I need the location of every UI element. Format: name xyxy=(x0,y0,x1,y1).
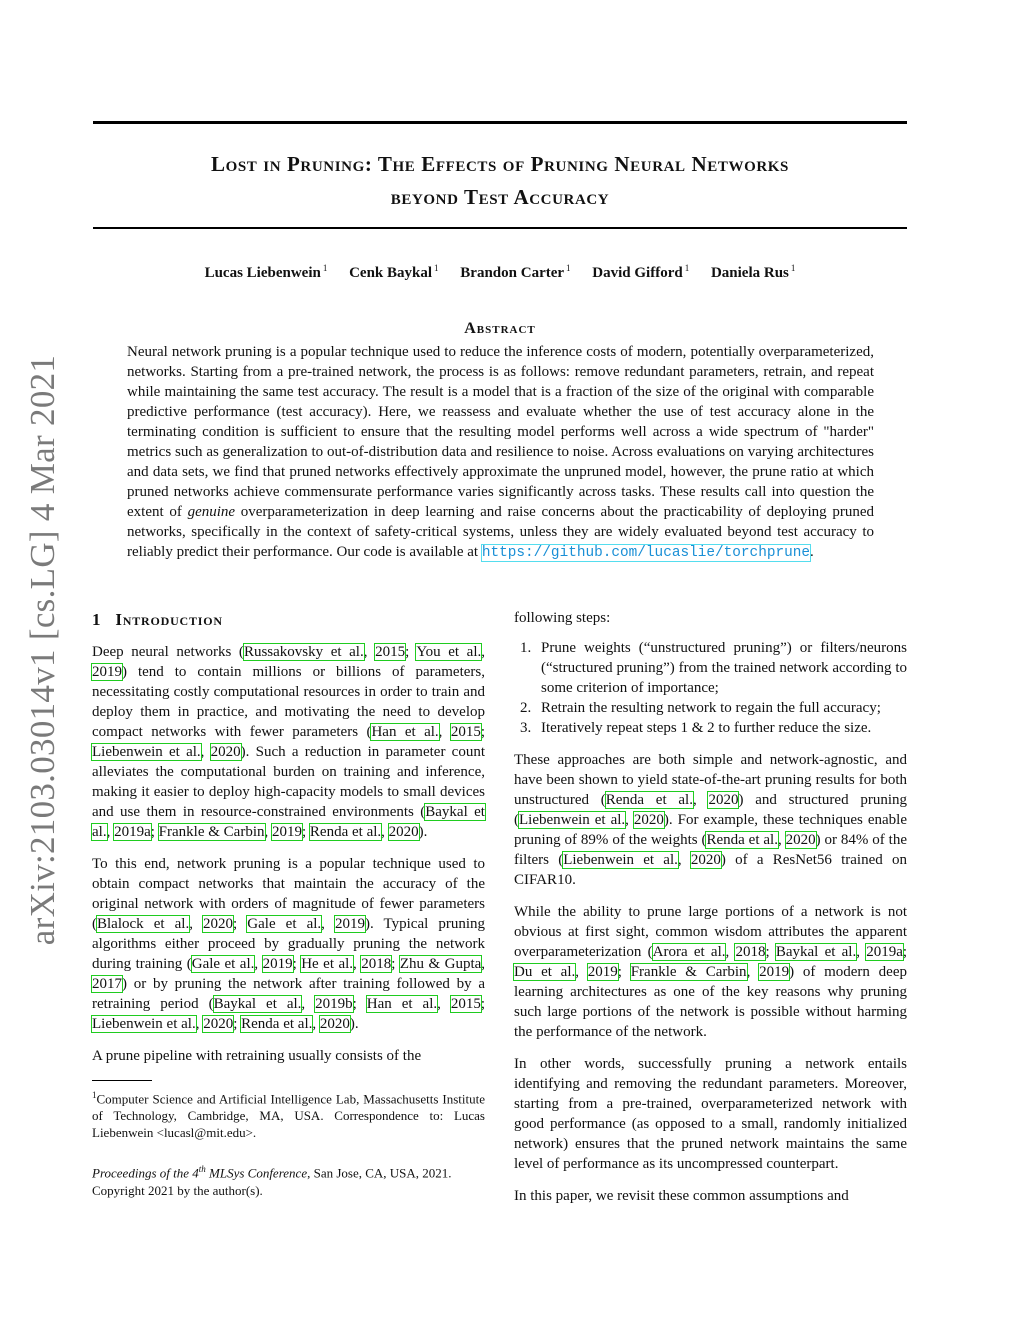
citation-link[interactable]: He et al. xyxy=(301,956,354,972)
citation-link[interactable]: Liebenwein et al. xyxy=(563,852,678,868)
citation-link[interactable]: Han et al. xyxy=(371,724,439,740)
citation-link[interactable]: You et al. xyxy=(416,644,482,660)
citation-link[interactable]: 2020 xyxy=(690,852,721,868)
author xyxy=(711,265,795,281)
citation-link[interactable]: Renda et al. xyxy=(241,1016,313,1032)
author-affiliation: 1 xyxy=(434,263,439,273)
left-column xyxy=(92,608,485,1199)
citation-link[interactable]: Renda et al. xyxy=(309,824,382,840)
paragraph-text: ; xyxy=(352,996,367,1012)
paragraph-text: , xyxy=(200,744,211,760)
paragraph-text: ) of modern deep learning architectures as one of the key reasons why pruning such large portions of the network is possible without harming the performance of the network. xyxy=(514,964,907,1040)
citation-link[interactable]: 2018 xyxy=(735,944,766,960)
citation-link[interactable]: 2019b xyxy=(315,996,353,1012)
citation-link[interactable]: 2019 xyxy=(262,956,293,972)
paragraph-text: Deep neural networks ( xyxy=(92,644,244,660)
list-item xyxy=(514,718,907,738)
list-item-number: 1. xyxy=(520,640,532,656)
paragraph-text: ; xyxy=(765,944,776,960)
citation-link[interactable]: 2015 xyxy=(450,996,481,1012)
footnote-rule xyxy=(92,1080,152,1081)
paragraph-text: , xyxy=(189,916,204,932)
citation-link[interactable]: Arora et al. xyxy=(652,944,726,960)
paragraph-text: ; xyxy=(302,824,310,840)
citation-link[interactable]: Liebenwein et al. xyxy=(519,812,626,828)
paragraph-text: , xyxy=(437,996,451,1012)
list-item xyxy=(514,638,907,698)
author-name: David Gifford xyxy=(592,265,683,281)
paragraph-text: , xyxy=(481,956,486,972)
paper-title xyxy=(93,148,907,214)
paragraph-text: ; xyxy=(617,964,631,980)
author-name: Brandon Carter xyxy=(460,265,565,281)
citation-link[interactable]: 2020 xyxy=(633,812,664,828)
list-item-text: Retrain the resulting network to regain the full accuracy; xyxy=(541,700,881,716)
section-heading-introduction xyxy=(92,608,485,632)
author-affiliation: 1 xyxy=(684,263,690,273)
section-number: 1 xyxy=(92,610,102,629)
citation-link[interactable]: 2019a xyxy=(866,944,903,960)
paragraph-text: ; xyxy=(480,996,486,1012)
footnote-mark: 1 xyxy=(92,1090,97,1100)
paragraph-text: ) or 84% of the filters ( xyxy=(514,832,907,868)
citation-link[interactable]: 2015 xyxy=(450,724,481,740)
list-item-number: 3. xyxy=(520,720,532,736)
intro-paragraph-2 xyxy=(92,854,485,1034)
intro-paragraph-6: In other words, successfully pruning a network entails identifying and removing the redundant parameters. Moreover, starting from a pre-trained, overparameterized network with good performance (as opposed to a small, randomly initialized network) ensures that the pruned network maintains the same level of performance as its uncompressed counterpart. xyxy=(514,1056,907,1172)
citation-link[interactable]: 2020 xyxy=(319,1016,350,1032)
intro-paragraph-1 xyxy=(92,642,485,842)
citation-link[interactable]: 2020 xyxy=(203,1016,234,1032)
proceedings-superscript: th xyxy=(198,1164,206,1175)
citation-link[interactable]: 2019a xyxy=(114,824,151,840)
citation-link[interactable]: 2020 xyxy=(708,792,739,808)
title-top-rule xyxy=(93,121,907,124)
citation-link[interactable]: Zhu & Gupta xyxy=(399,956,482,972)
abstract-text-2: overparameterization in deep learning and raise concerns about the practicability of deploying pruned networks, specifically in the context of safety-critical systems, unless they are widely evaluated beyond test accuracy to reliably predict their performance. Our code is available at xyxy=(127,504,874,560)
intro-paragraph-3: A prune pipeline with retraining usually consists of the xyxy=(92,1048,422,1064)
paragraph-text: , xyxy=(625,812,634,828)
author-name: Daniela Rus xyxy=(710,265,789,281)
paragraph-text: ) tend to contain millions or billions of parameters, necessitating costly computational resources in order to train and deploy them in practice, and motivating the need to develop compact networks with fewer parameters ( xyxy=(92,664,485,740)
paragraph-text: , xyxy=(195,1016,204,1032)
author-affiliation: 1 xyxy=(566,263,571,273)
proceedings-note xyxy=(92,1161,485,1198)
paragraph-text: ). xyxy=(418,824,428,840)
list-item-number: 2. xyxy=(520,700,532,716)
paragraph-text: , xyxy=(481,644,486,660)
paragraph-text: ). For example, these techniques enable pruning of 89% of the weights ( xyxy=(514,812,908,848)
citation-link[interactable]: Gale et al. xyxy=(191,956,255,972)
steps-lead-text: following steps: xyxy=(514,610,611,626)
intro-paragraph-5 xyxy=(514,902,907,1042)
author-name: Lucas Liebenwein xyxy=(204,265,321,281)
paragraph-text: ; xyxy=(292,956,302,972)
citation-link[interactable]: Liebenwein et al. xyxy=(92,1016,196,1032)
citation-link[interactable]: Blalock et al. xyxy=(97,916,190,932)
intro-paragraph-7: In this paper, we revisit these common assumptions and xyxy=(514,1188,849,1204)
author-name: Cenk Baykal xyxy=(349,265,433,281)
proceedings-conference: MLSys Conference xyxy=(205,1165,308,1181)
abstract-heading: Abstract xyxy=(464,320,536,337)
citation-link[interactable]: Renda et al. xyxy=(706,832,778,848)
title-line-1: Lost in Pruning: The Effects of Pruning Neural Networks xyxy=(210,152,789,176)
paragraph-text: ; xyxy=(233,1016,242,1032)
citation-link[interactable]: 2015 xyxy=(375,644,406,660)
paragraph-text: ). Typical pruning algorithms either proceed by gradually pruning the network during training ( xyxy=(92,916,486,972)
paragraph-text: , xyxy=(856,944,867,960)
paragraph-text: , xyxy=(254,956,263,972)
proceedings-text: Proceedings of the xyxy=(92,1165,193,1181)
citation-link[interactable]: 2019 xyxy=(759,964,790,980)
citation-link[interactable]: Han et al. xyxy=(366,996,438,1012)
citation-link[interactable]: Baykal et al. xyxy=(92,804,485,840)
abstract-text: Neural network pruning is a popular technique used to reduce the inference costs of modern, potentially overparameterized, networks. Starting from a pre-trained network, the process is as follows: remove redundant parameters, retrain, and repeat while maintaining the same test accuracy. The result is a model that is a fraction of the size of the original with comparable predictive performance (test accuracy). Here, we reassess and evaluate whether the use of test accuracy alone in the terminating condition is sufficient to ensure that the resulting model performs well across a wide spectrum of "harder" metrics such as generalization to out-of-distribution data and resilience to noise. Across evaluations on varying architectures and data sets, we find that pruned networks effectively approximate the unpruned model, however, the prune ratio at which pruned networks achieve commensurate performance varies significantly across tasks. These results call into question the extent of xyxy=(127,344,874,520)
author xyxy=(205,265,328,281)
paragraph-text: ; xyxy=(233,916,248,932)
citation-link[interactable]: Liebenwein et al. xyxy=(92,744,201,760)
paragraph-text: ). xyxy=(349,1016,359,1032)
abstract-body xyxy=(127,342,874,563)
author xyxy=(460,265,570,281)
author-affiliation: 1 xyxy=(322,263,328,273)
title-line-2: beyond Test Accuracy xyxy=(390,185,610,209)
paragraph-text: , xyxy=(677,852,691,868)
paragraph-text: , xyxy=(725,944,736,960)
paragraph-text: ; xyxy=(391,956,400,972)
paragraph-text: ) or by pruning the network after training followed by a retraining period ( xyxy=(92,976,485,1012)
author xyxy=(349,265,438,281)
citation-link[interactable]: Frankle & Carbin xyxy=(630,964,747,980)
paragraph-text: , xyxy=(692,792,709,808)
proceedings-location: , San Jose, CA, USA, 2021. Copyright 2021 by the author(s). xyxy=(92,1165,452,1198)
paragraph-text: , xyxy=(321,916,335,932)
paragraph-text: , xyxy=(264,824,272,840)
paragraph-text: ; xyxy=(405,644,417,660)
paragraph-text: , xyxy=(438,724,451,740)
paragraph-text: , xyxy=(106,824,115,840)
citation-link[interactable]: Du et al. xyxy=(514,964,576,980)
paragraph-text: ) and structured pruning ( xyxy=(514,792,907,828)
citation-link[interactable]: 2019 xyxy=(272,824,302,840)
citation-link[interactable]: 2020 xyxy=(203,916,234,932)
paragraph-text: , xyxy=(363,644,376,660)
citation-link[interactable]: 2020 xyxy=(785,832,816,848)
pruning-steps-list xyxy=(514,638,907,738)
footnote-text: Computer Science and Artificial Intelligence Lab, Massachusetts Institute of Technology, Cambridge, MA, USA. Correspondence to: Lucas Liebenwein <lucasl@mit.edu>. xyxy=(92,1091,485,1141)
affiliation-footnote xyxy=(92,1087,485,1141)
list-item-text: Iteratively repeat steps 1 & 2 to further reduce the size. xyxy=(541,720,872,736)
list-item-text: Prune weights (“unstructured pruning”) or filters/neurons (“structured pruning”) from the trained network according to some criterion of importance; xyxy=(541,640,907,696)
author-affiliation: 1 xyxy=(790,263,796,273)
paragraph-text: These approaches are both simple and network-agnostic, and have been shown to yield state-of-the-art pruning results for both unstructured ( xyxy=(514,752,907,808)
title-bottom-rule xyxy=(93,227,907,229)
arxiv-identifier-text: arXiv:2103.03014v1 [cs.LG] 4 Mar 2021 xyxy=(23,354,63,946)
paragraph-text: , xyxy=(381,824,389,840)
section-title: Introduction xyxy=(115,610,223,629)
paragraph-text: , xyxy=(312,1016,320,1032)
citation-link[interactable]: Renda et al. xyxy=(605,792,693,808)
citation-link[interactable]: Baykal et al. xyxy=(775,944,857,960)
paragraph-text: , xyxy=(575,964,588,980)
citation-link[interactable]: 2019 xyxy=(92,664,122,680)
abstract-end: . xyxy=(810,544,814,560)
paragraph-text: , xyxy=(777,832,786,848)
author-list xyxy=(93,263,907,282)
paragraph-text: ; xyxy=(150,824,159,840)
author xyxy=(592,265,689,281)
paragraph-text: ; xyxy=(480,724,486,740)
paragraph-text: While the ability to prune large portions of a network is not obvious at first sight, common wisdom attributes the apparent overparameterization ( xyxy=(514,904,907,960)
citation-link[interactable]: 2020 xyxy=(210,744,241,760)
paragraph-text: , xyxy=(301,996,316,1012)
intro-paragraph-4 xyxy=(514,750,907,890)
paragraph-text: To this end, network pruning is a popular technique used to obtain compact networks that maintain the accuracy of the original network with orders of magnitude of fewer parameters ( xyxy=(92,856,485,932)
code-repository-link[interactable]: https://github.com/lucaslie/torchprune xyxy=(481,545,811,561)
paragraph-text: ; xyxy=(902,944,908,960)
citation-link[interactable]: Frankle & Carbin xyxy=(158,824,265,840)
citation-link[interactable]: Gale et al. xyxy=(247,916,322,932)
paragraph-text: ) of a ResNet56 trained on CIFAR10. xyxy=(514,852,907,888)
citation-link[interactable]: 2020 xyxy=(388,824,419,840)
citation-link[interactable]: 2018 xyxy=(361,956,392,972)
citation-link[interactable]: 2019 xyxy=(587,964,618,980)
arxiv-identifier-stamp xyxy=(20,330,66,970)
paragraph-text: ). Such a reduction in parameter count alleviates the computational burden on training and inference, making it easier to deploy high-capacity models to small devices and use them in resource-constrained environments ( xyxy=(92,744,485,820)
paragraph-text: , xyxy=(353,956,362,972)
abstract-emphasis: genuine xyxy=(187,504,236,520)
citation-link[interactable]: 2017 xyxy=(92,976,122,992)
paragraph-text: , xyxy=(746,964,760,980)
citation-link[interactable]: 2019 xyxy=(334,916,365,932)
list-item xyxy=(514,698,907,718)
proceedings-number: 4 xyxy=(192,1165,199,1181)
right-column xyxy=(514,608,907,1218)
citation-link[interactable]: Russakovsky et al. xyxy=(243,644,364,660)
citation-link[interactable]: Baykal et al. xyxy=(213,996,302,1012)
